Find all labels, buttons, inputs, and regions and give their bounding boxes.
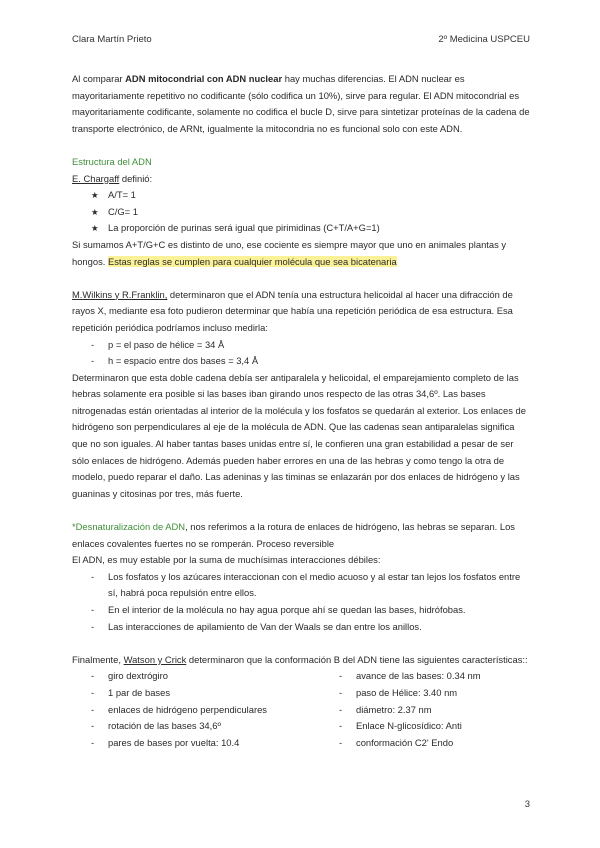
- watson-pre: Finalmente,: [72, 653, 124, 665]
- sum-text: Si sumamos A+T/G+C es distinto de uno, ese cociente es siempre mayor que uno en animales plantas y hongos.: [72, 238, 507, 267]
- list-item: - h = espacio entre dos bases = 3,4 Å: [72, 353, 530, 370]
- list-item: - conformación C2' Endo: [320, 735, 481, 752]
- intro-post: hay muchas diferencias. El ADN nuclear es mayoritariamente repetitivo no codificante (sólo codifica un 10%), sirve para regular. El ADN mitocondrial es mayoritariamente codificante, solamente no codifica el bucle D, sirve para sintetizar proteínas de la cadena de transporte electrónico, de ARNt, igualmente la mitocondria no es funcional solo con este ADN.: [72, 73, 530, 134]
- characteristics-right: [320, 668, 481, 751]
- list-item: - giro dextrógiro: [72, 668, 320, 685]
- list-item: ★ C/G= 1: [72, 204, 530, 221]
- page-header: [72, 34, 530, 45]
- list-item: - pares de bases por vuelta: 10.4: [72, 735, 320, 752]
- highlighted-text: Estas reglas se cumplen para cualquier molécula que sea bicatenaria: [107, 255, 397, 267]
- wilkins-paragraph: [72, 287, 530, 337]
- characteristics-left: [72, 668, 320, 751]
- desnat-line2: El ADN, es muy estable por la suma de muchísimas interacciones débiles:: [72, 554, 381, 566]
- wilkins-text: determinaron que el ADN tenía una estructura helicoidal al hacer una difracción de rayos X, mediante esa foto pudieron determinar que había una repetición periódica de esa estructura. Esa repetición periódica podríamos incluso medirla:: [72, 288, 513, 333]
- chargaff-rules: [72, 187, 530, 237]
- desnat-title: *Desnaturalización de ADN: [72, 521, 186, 533]
- chargaff-post: definió:: [119, 172, 153, 184]
- list-item: - rotación de las bases 34,6º: [72, 718, 320, 735]
- list-item: - Los fosfatos y los azúcares interaccionan con el medio acuoso y al estar tan lejos los fosfatos entre sí, habrá poca repulsión entre ellos.: [72, 569, 530, 602]
- list-item: - paso de Hélice: 3.40 nm: [320, 685, 481, 702]
- stability-list: [72, 569, 530, 635]
- document-body: [72, 71, 530, 751]
- section-title-estructura: Estructura del ADN: [72, 155, 152, 167]
- intro-pre: Al comparar: [72, 73, 126, 84]
- list-item: - En el interior de la molécula no hay agua porque ahí se quedan las bases, hidrófobas.: [72, 602, 530, 619]
- measure-list: [72, 337, 530, 370]
- desnat-text: , nos referimos a la rotura de enlaces de hidrógeno, las hebras se separan. Los enlaces covalentes fuertes no se romperán. Proceso reversible: [72, 521, 515, 549]
- page-number: 3: [524, 799, 530, 810]
- list-item: ★ La proporción de purinas será igual que pirimidinas (C+T/A+G=1): [72, 220, 530, 237]
- list-item: - p = el paso de hélice = 34 Å: [72, 337, 530, 354]
- intro-bold: ADN mitocondrial con ADN nuclear: [125, 73, 283, 84]
- wilkins-after: Determinaron que esta doble cadena debía ser antiparalela y helicoidal, el emparejamiento completo de las hebras solamente era posible si las bases iban girando unos respecto de las otras 34,6º. Las bases nitrogenadas están orientadas al interior de la molécula y los fosfatos se quedarán al exterior. Los enlaces de hidrógeno son perpendiculares al eje de la molécula de ADN. Que las cadenas sean antiparalelas significa que no son iguales. Al haber tantas bases unidas entre sí, le confieren una gran estabilidad a pesar de ser sólo enlaces de hidrógeno. Además pueden haber errores en una de las hebras y como tengo la otra de modelo, puedo reparar el daño. Las adeninas y las timinas se enlazarán por dos enlaces de hidrógeno y las guaninas y citosinas por tres, más fuerte.: [72, 371, 526, 499]
- list-item: - 1 par de bases: [72, 685, 320, 702]
- list-item: - Enlace N-glicosídico: Anti: [320, 718, 481, 735]
- list-item: - avance de las bases: 0.34 nm: [320, 668, 481, 685]
- wilkins-names: M.Wilkins y R.Franklin,: [72, 288, 168, 300]
- watson-paragraph: [72, 652, 530, 669]
- watson-post: determinaron que la conformación B del ADN tiene las siguientes características::: [186, 653, 528, 665]
- characteristics-columns: [72, 668, 530, 751]
- sum-paragraph: [72, 237, 530, 270]
- list-item: - enlaces de hidrógeno perpendiculares: [72, 702, 320, 719]
- watson-names: Watson y Crick: [123, 653, 187, 665]
- course-name: 2º Medicina USPCEU: [438, 34, 530, 45]
- list-item: - diámetro: 2.37 nm: [320, 702, 481, 719]
- chargaff-line: [72, 171, 530, 188]
- list-item: ★ A/T= 1: [72, 187, 530, 204]
- chargaff-name: E. Chargaff: [72, 172, 120, 184]
- desnat-paragraph: [72, 519, 530, 552]
- intro-paragraph: [72, 71, 530, 137]
- author-name: Clara Martín Prieto: [72, 34, 152, 45]
- list-item: - Las interacciones de apilamiento de Van der Waals se dan entre los anillos.: [72, 619, 530, 636]
